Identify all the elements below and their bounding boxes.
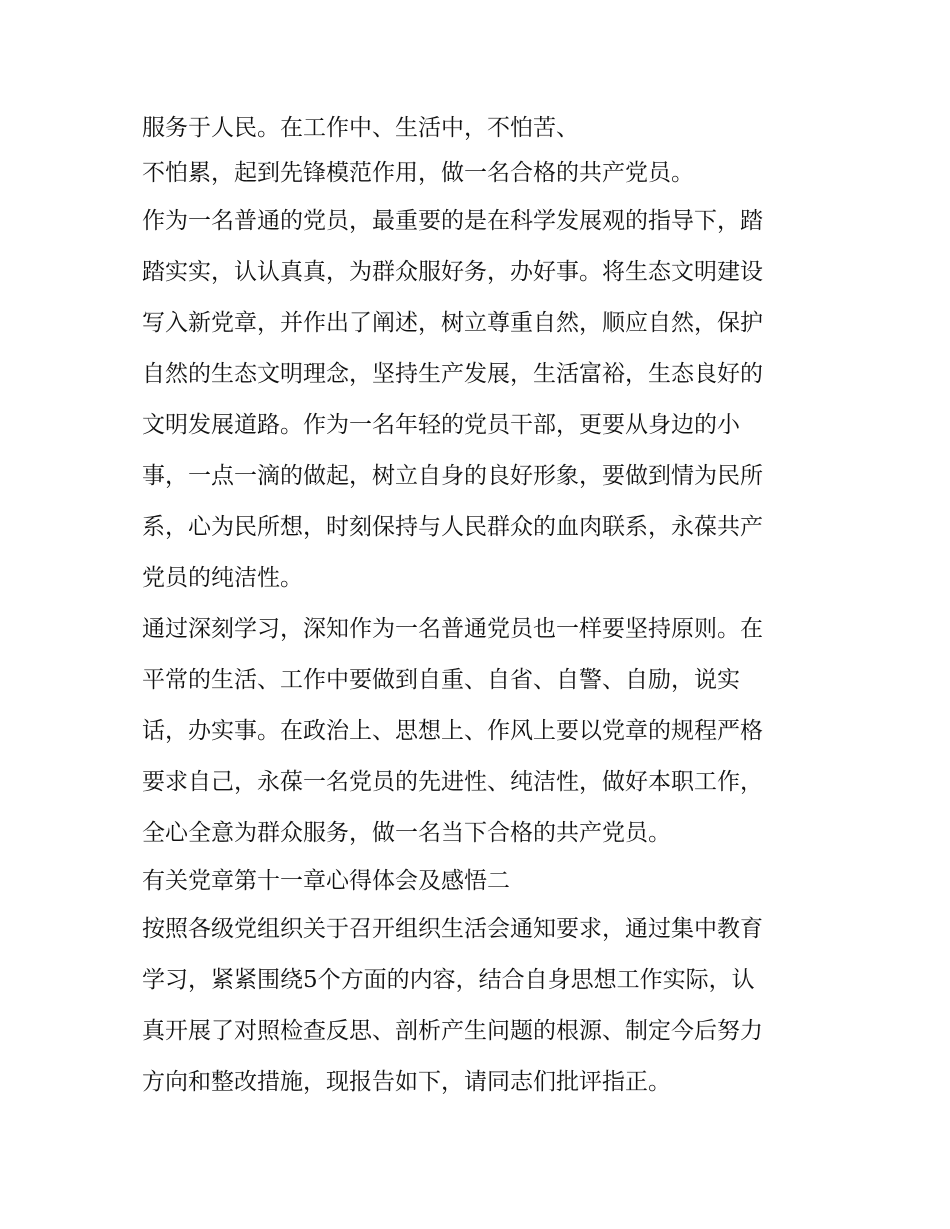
text-line: 事，一点一滴的做起，树立自身的良好形象，要做到情为民所 [142,463,763,489]
text-line: 话，办实事。在政治上、思想上、作风上要以党章的规程严格 [142,718,763,744]
text-line: 踏实实，认认真真，为群众服好务，办好事。将生态文明建设 [142,259,763,285]
text-line: 方向和整改措施，现报告如下，请同志们批评指正。 [142,1069,671,1095]
text-line: 按照各级党组织关于召开组织生活会通知要求，通过集中教育 [142,916,763,942]
text-line: 系，心为民所想，时刻保持与人民群众的血肉联系，永葆共产 [142,514,763,540]
text-line: 学习，紧紧围绕5个方面的内容，结合自身思想工作实际，认 [142,967,755,993]
text-line: 平常的生活、工作中要做到自重、自省、自警、自励，说实 [142,667,740,693]
text-line: 写入新党章，并作出了阐述，树立尊重自然，顺应自然，保护 [142,310,763,336]
text-line: 党员的纯洁性。 [142,565,303,591]
text-line: 不怕累，起到先锋模范作用，做一名合格的共产党员。 [142,160,694,186]
text-line: 真开展了对照检查反思、剖析产生问题的根源、制定今后努力 [142,1018,763,1044]
text-line: 要求自己，永葆一名党员的先进性、纯洁性，做好本职工作， [142,769,763,795]
text-line: 作为一名普通的党员，最重要的是在科学发展观的指导下，踏 [142,208,763,234]
document-body [142,106,822,1108]
text-line: 服务于人民。在工作中、生活中，不怕苦、 [142,115,579,141]
text-line: 全心全意为群众服务，做一名当下合格的共产党员。 [142,820,671,846]
text-line: 文明发展道路。作为一名年轻的党员干部，更要从身边的小 [142,412,740,438]
text-line: 通过深刻学习，深知作为一名普通党员也一样要坚持原则。在 [142,616,763,642]
section-heading: 有关党章第十一章心得体会及感悟二 [142,868,510,894]
text-line: 自然的生态文明理念，坚持生产发展，生活富裕，生态良好的 [142,361,763,387]
